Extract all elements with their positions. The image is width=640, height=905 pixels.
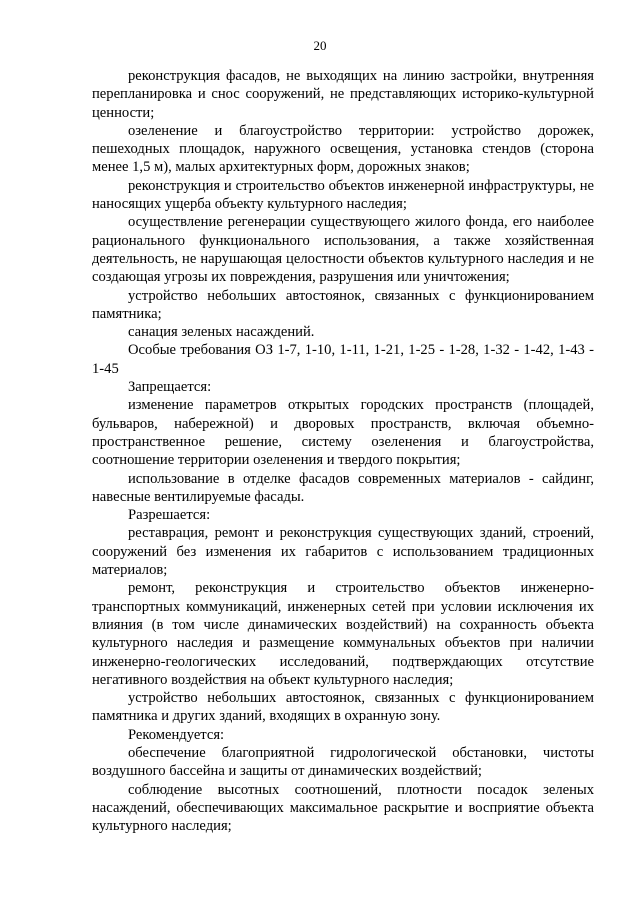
paragraph: устройство небольших автостоянок, связанных с функционированием памятника;	[92, 287, 594, 322]
paragraph: соблюдение высотных соотношений, плотности посадок зеленых насаждений, обеспечивающих максимальное раскрытие и восприятие объекта культурного наследия;	[92, 781, 594, 835]
paragraph: озеленение и благоустройство территории: устройство дорожек, пешеходных площадок, наружного освещения, установка стендов (сторона менее 1,5 м), малых архитектурных форм, дорожных знаков;	[92, 122, 594, 176]
section-heading-permitted: Разрешается:	[128, 507, 211, 524]
paragraph: изменение параметров открытых городских пространств (площадей, бульваров, набережной) и дворовых пространств, включая объемно-пространственное решение, систему озеленения и благоустройства, соотношение территории озеленения и твердого покрытия;	[92, 397, 594, 469]
paragraph: санация зеленых насаждений.	[128, 324, 315, 341]
paragraph: ремонт, реконструкция и строительство объектов инженерно-транспортных коммуникаций, инженерных сетей при условии исключения их влияния (в том числе динамических воздействий) на сохранность объекта культурного наследия и размещение коммунальных объектов при наличии инженерно-геологических исследований, подтверждающих отсутствие негативного воздействия на объект культурного наследия;	[92, 580, 594, 688]
paragraph: реставрация, ремонт и реконструкция существующих зданий, строений, сооружений без изменения их габаритов с использованием традиционных материалов;	[92, 525, 594, 579]
document-body	[92, 67, 594, 835]
paragraph: Особые требования ОЗ 1-7, 1-10, 1-11, 1-21, 1-25 - 1-28, 1-32 - 1-42, 1-43 - 1-45	[92, 342, 594, 377]
paragraph: использование в отделке фасадов современных материалов - сайдинг, навесные вентилируемые фасады.	[92, 470, 594, 505]
page-number: 20	[313, 38, 327, 53]
section-heading-prohibited: Запрещается:	[128, 379, 212, 396]
paragraph: реконструкция и строительство объектов инженерной инфраструктуры, не наносящих ущерба объекту культурного наследия;	[92, 177, 594, 213]
paragraph: устройство небольших автостоянок, связанных с функционированием памятника и других зданий, входящих в охранную зону.	[92, 690, 594, 725]
paragraph: реконструкция фасадов, не выходящих на линию застройки, внутренняя перепланировка и снос сооружений, не представляющих историко-культурной ценности;	[92, 68, 594, 121]
section-heading-recommended: Рекомендуется:	[128, 726, 225, 743]
paragraph: осуществление регенерации существующего жилого фонда, его наиболее рационального функционального использования, а также хозяйственная деятельность, не нарушающая целостности объектов культурного наследия и не создающая угрозы их повреждения, разрушения или уничтожения;	[92, 214, 594, 286]
paragraph: обеспечение благоприятной гидрологической обстановки, чистоты воздушного бассейна и защиты от динамических воздействий;	[92, 744, 594, 780]
